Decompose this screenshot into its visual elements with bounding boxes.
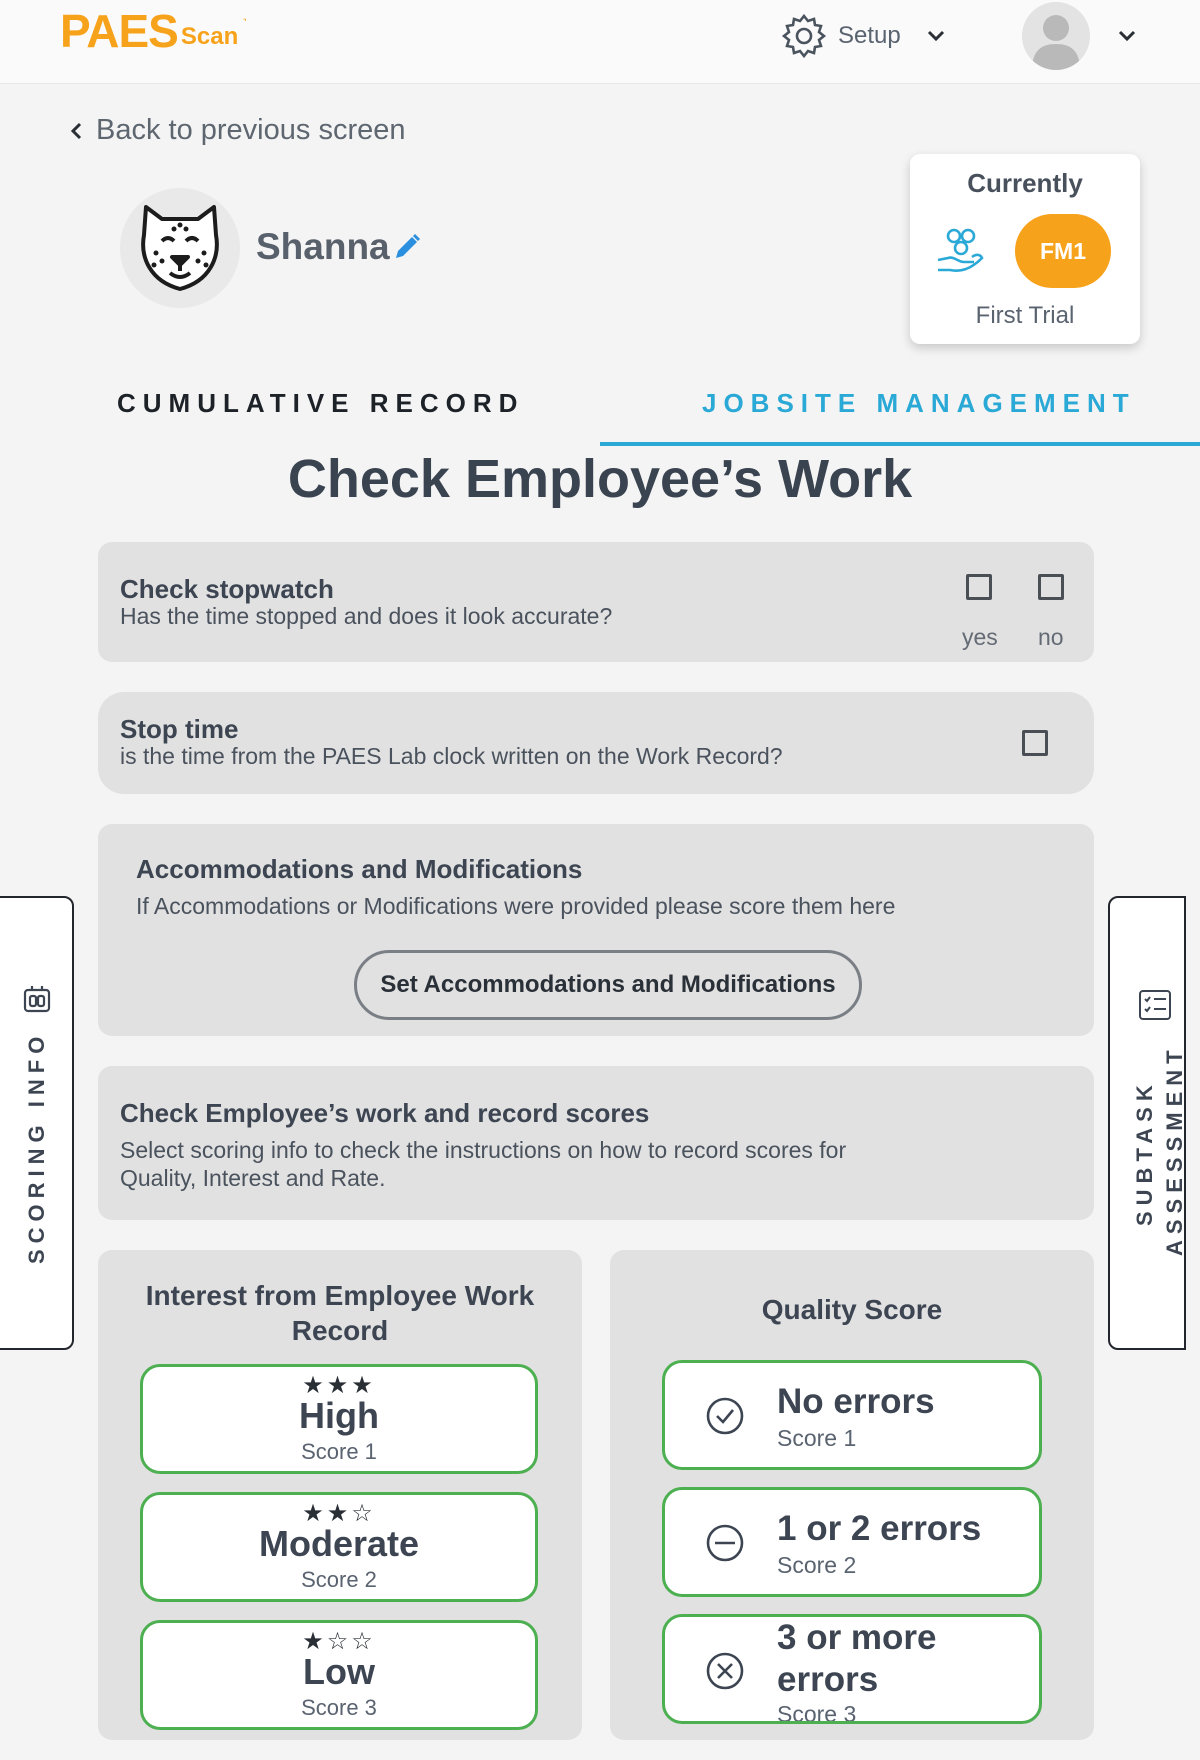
interest-option-score: Score 1 xyxy=(301,1439,377,1464)
top-bar xyxy=(0,0,1200,84)
team-care-icon xyxy=(936,226,986,276)
interest-option-score: Score 3 xyxy=(301,1695,377,1720)
cheetah-icon xyxy=(138,201,222,295)
stop-time-desc: is the time from the PAES Lab clock written on the Work Record? xyxy=(120,743,783,769)
stopwatch-no-checkbox[interactable] xyxy=(1038,574,1064,600)
set-accommodations-button[interactable]: Set Accommodations and Modifications xyxy=(354,950,862,1020)
interest-option-low[interactable] xyxy=(140,1620,538,1730)
quality-option-label: No errors xyxy=(777,1382,935,1421)
logo-sub-text: Scan xyxy=(180,23,239,50)
three-stars-icon: ★★★ xyxy=(302,1372,376,1399)
stopwatch-desc: Has the time stopped and does it look accurate? xyxy=(120,603,613,629)
paes-scan-logo[interactable] xyxy=(60,5,247,57)
quality-option-label: 1 or 2 errors xyxy=(777,1509,982,1548)
active-tab-indicator xyxy=(600,442,1200,446)
chevron-down-icon xyxy=(1116,25,1138,47)
tab-cumulative-record[interactable]: CUMULATIVE RECORD xyxy=(117,388,525,418)
logo-mark: ˺ xyxy=(242,16,247,32)
stopwatch-yes-checkbox[interactable] xyxy=(966,574,992,600)
one-star-icon: ★☆☆ xyxy=(302,1628,376,1655)
x-circle-icon xyxy=(705,1651,745,1691)
interest-title-line1: Interest from Employee Work xyxy=(145,1280,535,1311)
back-link[interactable] xyxy=(68,114,405,147)
quality-option-3-or-more-errors[interactable] xyxy=(662,1614,1042,1724)
current-title: Currently xyxy=(967,168,1083,198)
subtask-label-line1: SUBTASK xyxy=(1132,1079,1157,1226)
chevron-left-icon xyxy=(68,119,84,143)
current-status-card xyxy=(910,154,1140,344)
record-scores-desc-line2: Quality, Interest and Rate. xyxy=(120,1165,386,1191)
pencil-icon xyxy=(392,232,422,262)
profile-avatar xyxy=(120,188,240,308)
quality-panel xyxy=(610,1250,1094,1740)
fm-badge[interactable]: FM1 xyxy=(1015,214,1111,288)
record-scores-card xyxy=(98,1066,1094,1220)
tab-jobsite-management[interactable]: JOBSITE MANAGEMENT xyxy=(702,388,1136,418)
setup-label: Setup xyxy=(838,22,901,49)
quality-option-1-2-errors[interactable] xyxy=(662,1487,1042,1597)
page-title: Check Employee’s Work xyxy=(287,449,913,509)
interest-option-label: Low xyxy=(303,1651,375,1692)
quality-title: Quality Score xyxy=(761,1294,943,1325)
user-menu-button[interactable] xyxy=(1022,2,1138,70)
stop-time-checkbox[interactable] xyxy=(1022,730,1048,756)
interest-option-high[interactable] xyxy=(140,1364,538,1474)
quality-option-score: Score 3 xyxy=(777,1701,857,1724)
yes-label: yes xyxy=(962,624,998,650)
quality-option-label-line2: errors xyxy=(777,1660,879,1699)
quality-option-score: Score 1 xyxy=(777,1425,857,1451)
user-icon xyxy=(1022,2,1090,70)
back-label: Back to previous screen xyxy=(96,114,406,146)
record-scores-desc-line1: Select scoring info to check the instructions on how to record scores for xyxy=(120,1137,847,1163)
quality-option-score: Score 2 xyxy=(777,1552,857,1578)
timer-icon xyxy=(22,984,52,1014)
accommodations-title: Accommodations and Modifications xyxy=(136,854,583,884)
stop-time-card xyxy=(98,692,1094,794)
interest-title-line2: Record xyxy=(291,1315,389,1346)
quality-option-label-line1: 3 or more xyxy=(777,1618,937,1657)
checklist-icon xyxy=(1138,988,1172,1022)
accommodations-desc: If Accommodations or Modifications were provided please score them here xyxy=(136,893,896,919)
quality-option-no-errors[interactable] xyxy=(662,1360,1042,1470)
interest-panel xyxy=(98,1250,582,1740)
setup-menu-button[interactable] xyxy=(780,12,947,60)
stop-time-title: Stop time xyxy=(120,714,239,744)
no-label: no xyxy=(1038,624,1064,650)
check-circle-icon xyxy=(705,1396,745,1436)
accommodations-card xyxy=(98,824,1094,1036)
interest-option-label: High xyxy=(299,1395,379,1436)
interest-option-score: Score 2 xyxy=(301,1567,377,1592)
avatar xyxy=(1022,2,1090,70)
interest-option-label: Moderate xyxy=(258,1523,420,1564)
edit-name-button[interactable] xyxy=(392,232,422,267)
interest-option-moderate[interactable] xyxy=(140,1492,538,1602)
subtask-label-line2: ASSESSMENT xyxy=(1162,1044,1187,1256)
two-stars-icon: ★★☆ xyxy=(302,1500,376,1527)
logo-main-text: PAES xyxy=(60,5,178,57)
subtask-assessment-side-tab[interactable] xyxy=(1108,896,1186,1350)
chevron-down-icon xyxy=(925,25,947,47)
scoring-info-side-tab[interactable] xyxy=(0,896,74,1350)
stopwatch-title: Check stopwatch xyxy=(120,574,334,604)
employee-name: Shanna xyxy=(256,226,390,267)
check-stopwatch-card xyxy=(98,542,1094,662)
current-trial: First Trial xyxy=(975,302,1075,329)
scoring-info-label: SCORING INFO xyxy=(24,1030,49,1264)
record-scores-title: Check Employee’s work and record scores xyxy=(120,1098,650,1128)
minus-circle-icon xyxy=(705,1523,745,1563)
gear-icon xyxy=(780,12,828,60)
